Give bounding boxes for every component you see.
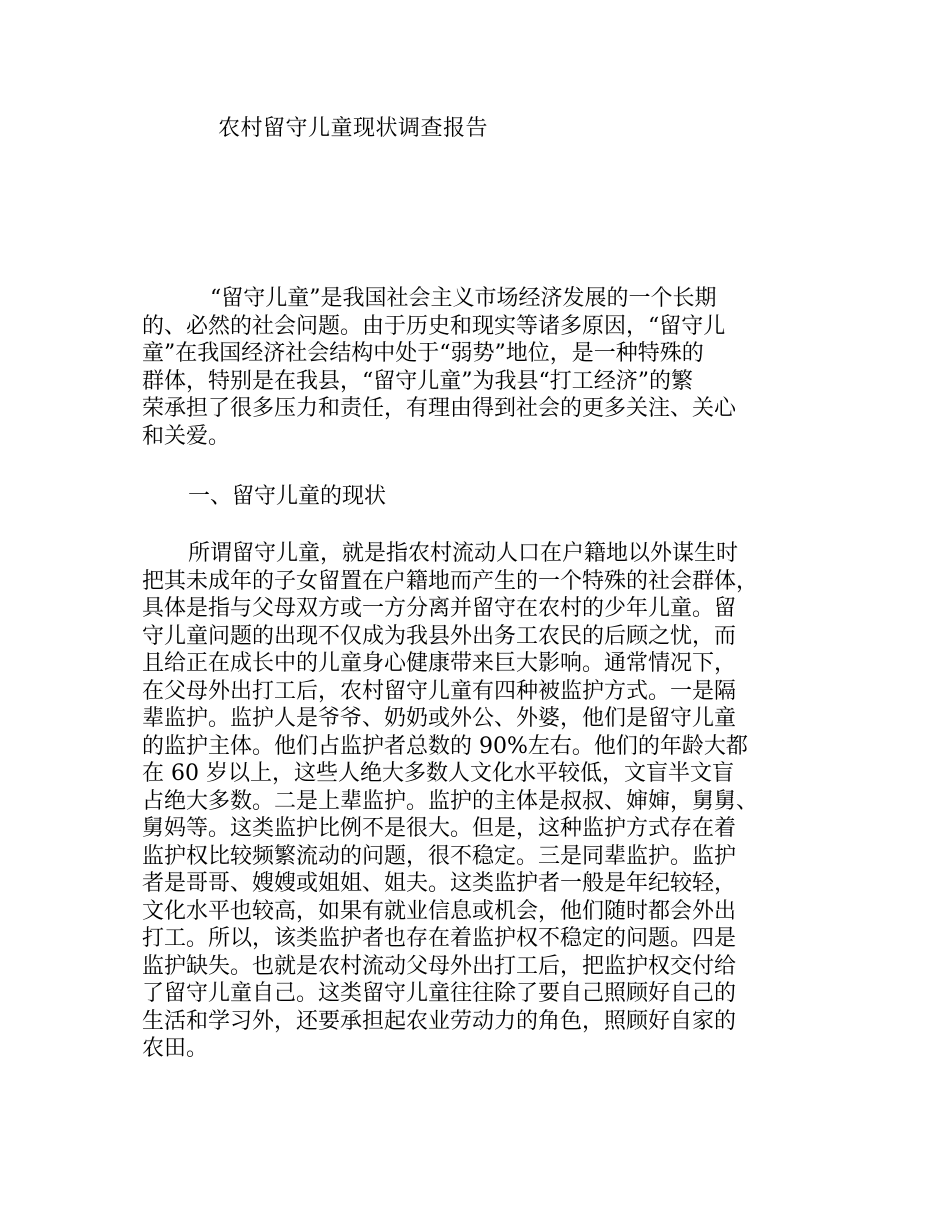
text-line: 所谓留守儿童，就是指农村流动人口在户籍地以外谋生时	[188, 541, 739, 566]
text-line: 文化水平也较高，如果有就业信息或机会，他们随时都会外出	[142, 898, 737, 924]
text-line: 群体，特别是在我县，“留守儿童”为我县“打工经济”的繁	[142, 368, 693, 394]
text-line: 且给正在成长中的儿童身心健康带来巨大影响。通常情况下，	[142, 651, 737, 676]
text-line: 和关爱。	[142, 423, 231, 449]
text-line: 守儿童问题的出现不仅成为我县外出务工农民的后顾之忧，而	[142, 623, 737, 649]
text-line: 具体是指与父母双方或一方分离并留守在农村的少年儿童。留	[142, 596, 737, 621]
text-line: 农田。	[142, 1036, 209, 1061]
intro-paragraph	[142, 285, 832, 450]
text-line: 童”在我国经济社会结构中处于“弱势”地位，是一种特殊的	[142, 341, 704, 366]
text-line: 者是哥哥、嫂嫂或姐姐、姐夫。这类监护者一般是年纪较轻，	[142, 871, 737, 896]
section-heading	[142, 483, 832, 511]
text-line: 监护权比较频繁流动的问题，很不稳定。三是同辈监护。监护	[142, 843, 737, 869]
text-line: 的、必然的社会问题。由于历史和现实等诸多原因，“留守儿	[142, 313, 726, 339]
text-line: 在 60 岁以上，这些人绝大多数人文化水平较低，文盲半文盲	[142, 761, 734, 786]
document-title: 农村留守儿童现状调查报告	[218, 116, 489, 141]
text-line: 打工。所以，该类监护者也存在着监护权不稳定的问题。四是	[142, 926, 737, 951]
section-heading-text: 一、留守儿童的现状	[188, 484, 387, 509]
text-line: 舅妈等。这类监护比例不是很大。但是，这种监护方式存在着	[142, 816, 737, 841]
text-line: 占绝大多数。二是上辈监护。监护的主体是叔叔、婶婶，舅舅、	[142, 788, 759, 814]
text-line: 把其未成年的子女留置在户籍地而产生的一个特殊的社会群体，	[142, 568, 759, 594]
text-line: 在父母外出打工后，农村留守儿童有四种被监护方式。一是隔	[142, 678, 737, 704]
text-line: 生活和学习外，还要承担起农业劳动力的角色，照顾好自家的	[142, 1008, 737, 1034]
text-line: 了留守儿童自己。这类留守儿童往往除了要自己照顾好自己的	[142, 981, 737, 1006]
text-line: 荣承担了很多压力和责任，有理由得到社会的更多关注、关心	[142, 396, 737, 421]
text-line: 监护缺失。也就是农村流动父母外出打工后，把监护权交付给	[142, 953, 737, 979]
text-line: 的监护主体。他们占监护者总数的 90%左右。他们的年龄大都	[142, 733, 748, 759]
body-paragraph	[142, 540, 832, 1063]
text-line: “留守儿童”是我国社会主义市场经济发展的一个长期	[210, 286, 717, 311]
text-line: 辈监护。监护人是爷爷、奶奶或外公、外婆，他们是留守儿童	[142, 706, 737, 731]
